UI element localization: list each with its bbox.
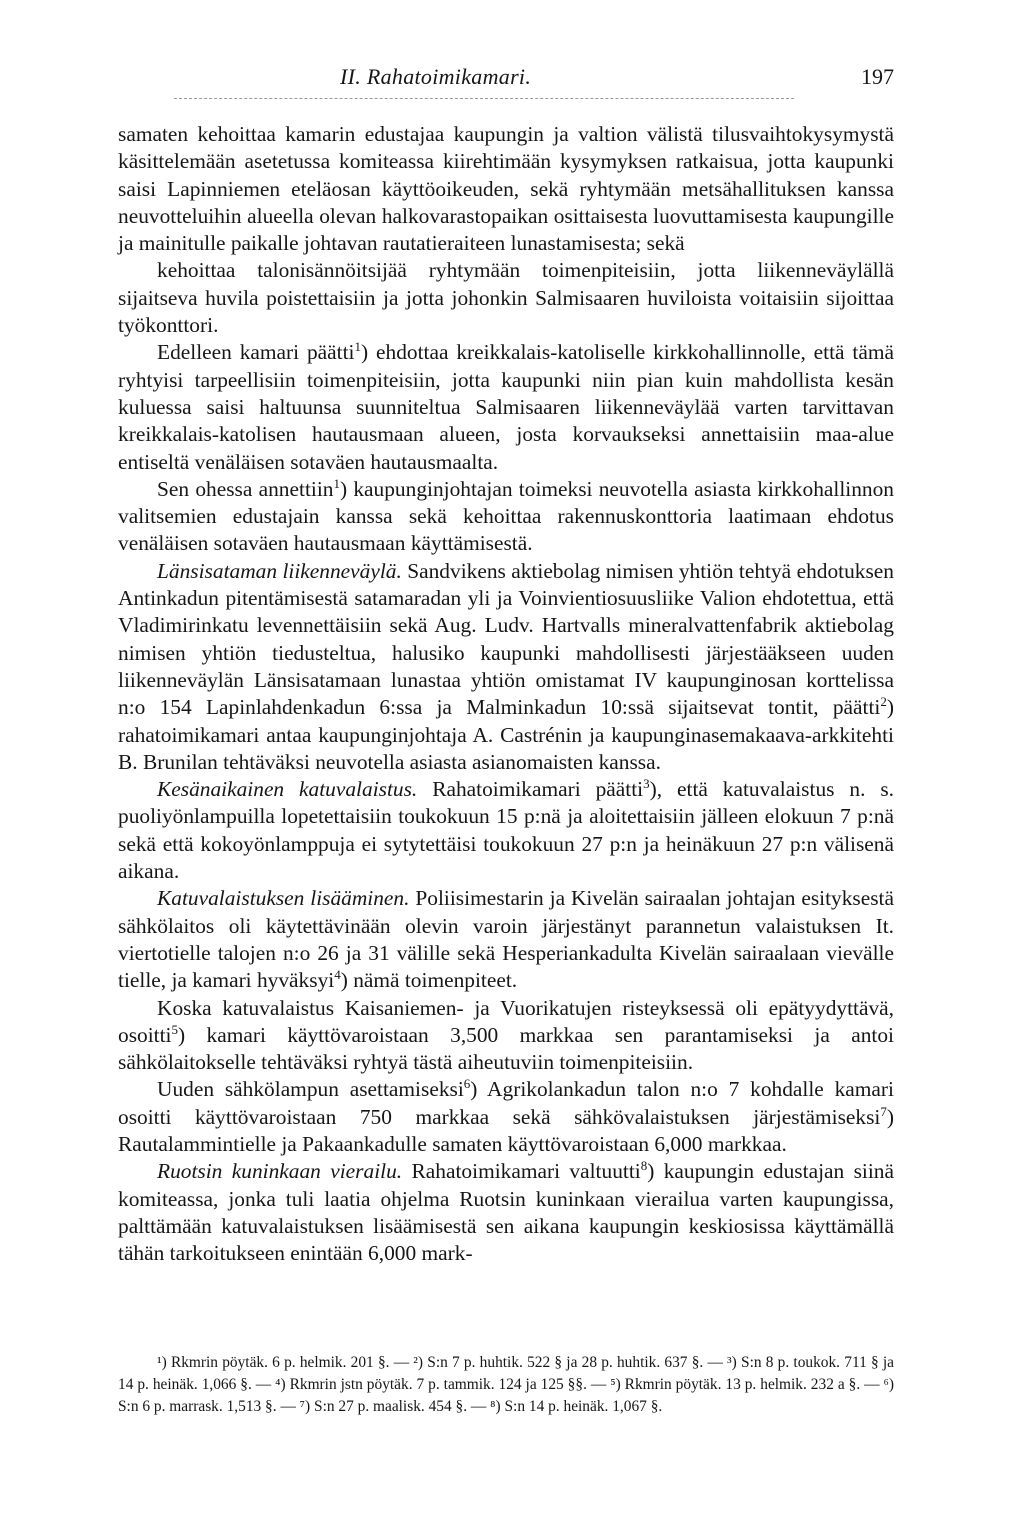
paragraph-text: ) kaupungin edustajan siinä komiteassa, jonka tuli laatia ohjelma Ruotsin kuninkaan vierailua varten kaupungissa, palttämään katuvalaistuksen lisäämisestä sen aikana kaupungin keskiosissa käyttämällä tähän tarkoitukseen enintään 6,000 mark-: [118, 1159, 894, 1266]
paragraph-text: Koska katuvalaistus Kaisaniemen- ja Vuorikatujen risteyksessä oli epätyydyttävä, osoitti: [118, 995, 894, 1047]
section-heading: Ruotsin kuninkaan vierailu.: [157, 1159, 403, 1184]
footnotes: [118, 1352, 894, 1418]
paragraph-6: [118, 776, 894, 885]
footnote-ref: 2: [880, 694, 887, 710]
paragraph-text: Sen ohessa annettiin: [157, 476, 334, 501]
footnote-ref: 7: [880, 1103, 887, 1119]
paragraph-3: [118, 339, 894, 475]
section-heading: Länsisataman liikenneväylä.: [157, 558, 402, 583]
footnote-text: ¹) Rkmrin pöytäk. 6 p. helmik. 201 §. — ²) S:n 7 p. huhtik. 522 § ja 28 p. huhtik. 637 §. — ³) S:n 8 p. toukok. 711 § ja 14 p. heinäk. 1,066 §. — ⁴) Rkmrin jstn pöytäk. 7 p. tammik. 124 ja 125 §§. — ⁵) Rkmrin pöytäk. 13 p. helmik. 232 a §. — ⁶) S:n 6 p. marrask. 1,513 §. — ⁷) S:n 27 p. maalisk. 454 §. — ⁸) S:n 14 p. heinäk. 1,067 §.: [118, 1354, 894, 1415]
paragraph-text: ) ehdottaa kreikkalais-katoliselle kirkkohallinnolle, että tämä ryhtyisi tarpeellisiin toimenpiteisiin, jotta kaupunki niin pian kuin mahdollista kesän kuluessa saisi haltuunsa suunniteltua Salmisaaren liikenneväylää varten tarvittavan kreikkalais-katolisen hautausmaan alueen, josta korvaukseksi annettaisiin maa-alue entiseltä venäläisen sotaväen hautausmaalta.: [118, 340, 894, 474]
paragraph-text: Edelleen kamari päätti: [157, 340, 355, 365]
page-header: [118, 64, 894, 100]
paragraph-4: [118, 476, 894, 558]
paragraph-text: samaten kehoittaa kamarin edustajaa kaupungin ja valtion välistä tilusvaihtokysymystä käsittelemään asetetussa komiteassa kiirehtimään kysymyksen ratkaisua, jotta kaupunki saisi Lapinniemen eteläosan käyttöoikeuden, sekä ryhtymään metsähallituksen kanssa neuvotteluihin alueella olevan halkovarastopaikan osittaisesta luovuttamisesta kaupungille ja mainitulle paikalle johtavan rautatieraiteen lunastamisesta; sekä: [118, 122, 894, 256]
paragraph-text: ) Rautalammintielle ja Pakaankadulle samaten käyttövaroistaan 6,000 markkaa.: [118, 1104, 894, 1156]
paragraph-text: ) kaupunginjohtajan toimeksi neuvotella asiasta kirkkohallinnon valitsemien edustajain kanssa sekä kehoittaa rakennuskonttoria laatimaan ehdotus venäläisen sotaväen hautausmaan käyttämisestä.: [118, 476, 894, 556]
paragraph-text: ) Agrikolankadun talon n:o 7 kohdalle kamari osoitti käyttövaroistaan 750 markkaa sekä sähkövalaistuksen järjestämiseksi: [118, 1077, 894, 1129]
page-number: 197: [861, 64, 894, 89]
paragraph-text: Uuden sähkölampun asettamiseksi: [157, 1077, 464, 1102]
paragraph-text: ) nämä toimenpiteet.: [340, 968, 518, 993]
footnote-ref: 6: [463, 1076, 471, 1092]
paragraph-1: [118, 121, 894, 257]
paragraph-9: [118, 1076, 894, 1158]
paragraph-10: [118, 1158, 894, 1267]
section-heading: Kesänaikainen katuvalaistus.: [157, 777, 418, 802]
footnote-ref: 1: [354, 339, 361, 355]
paragraph-text: ) kamari käyttövaroistaan 3,500 markkaa sen parantamiseksi ja antoi sähkölaitokselle tehtäväksi ryhtyä tästä aiheutuviin toimenpiteisiin.: [118, 1022, 894, 1075]
body-text: [118, 121, 894, 1267]
paragraph-8: [118, 995, 894, 1077]
paragraph-5: [118, 558, 894, 776]
running-title: II. Rahatoimikamari.: [340, 64, 532, 89]
footnote-ref: 4: [334, 967, 341, 983]
paragraph-text: Rahatoimikamari päätti: [417, 777, 644, 802]
paragraph-text: Sandvikens aktiebolag nimisen yhtiön tehtyä ehdotuksen Antinkadun pitentämisestä satamaradan yli ja Voinvientiosuusliike Valion ehdotettua, että Vladimirinkatu levennettäisiin sekä Aug. Ludv. Hartvalls mineralvattenfabrik aktiebolag nimisen yhtiön tiedusteltua, halusiko kaupunki mahdollisesti järjestääkseen uuden liikenneväylän Länsisatamaan lunastaa yhtiön omistamat IV kaupunginosan korttelissa n:o 154 Lapinlahdenkadun 6:ssa ja Malminkadun 10:ssä sijaitsevat tontit, päätti: [118, 558, 894, 720]
paragraph-7: [118, 885, 894, 994]
paragraph-text: ), että katuvalaistus n. s. puoliyönlampuilla lopetettaisiin toukokuun 15 p:nä ja aloitettaisiin jälleen elokuun 7 p:nä sekä että kokoyönlamppuja ei sytytettäisi toukokuun 27 p:n ja heinäkuun 27 p:n välisenä aikana.: [118, 777, 895, 884]
footnote-ref: 5: [171, 1021, 178, 1037]
footnote-ref: 8: [640, 1158, 648, 1174]
paragraph-text: ) rahatoimikamari antaa kaupunginjohtaja A. Castrénin ja kaupunginasemakaava-arkkitehti B. Brunilan tehtäväksi neuvotella asiasta asianomaisten kanssa.: [118, 695, 894, 774]
paragraph-2: [118, 257, 894, 339]
paragraph-text: Poliisimestarin ja Kivelän sairaalan johtajan esityksestä sähkölaitos oli käytettävinään olevin varoin järjestänyt parannetun valaistuksen It. viertotielle talojen n:o 26 ja 31 välille sekä Hesperiankadulta Kivelän sairaalaan vievälle tielle, ja kamari hyväksyi: [118, 886, 894, 993]
section-heading: Katuvalaistuksen lisääminen.: [157, 886, 410, 911]
footnote-ref: 3: [643, 776, 650, 791]
footnote-ref: 1: [333, 475, 340, 491]
paragraph-text: Rahatoimikamari valtuutti: [402, 1159, 641, 1184]
paragraph-text: kehoittaa talonisännöitsijää ryhtymään toimenpiteisiin, jotta liikenneväylällä sijaitseva huvila poistettaisiin ja jotta johonkin Salmisaaren huviloista voitaisiin sijoittaa työkonttori.: [118, 258, 894, 338]
header-rule: [174, 98, 794, 99]
